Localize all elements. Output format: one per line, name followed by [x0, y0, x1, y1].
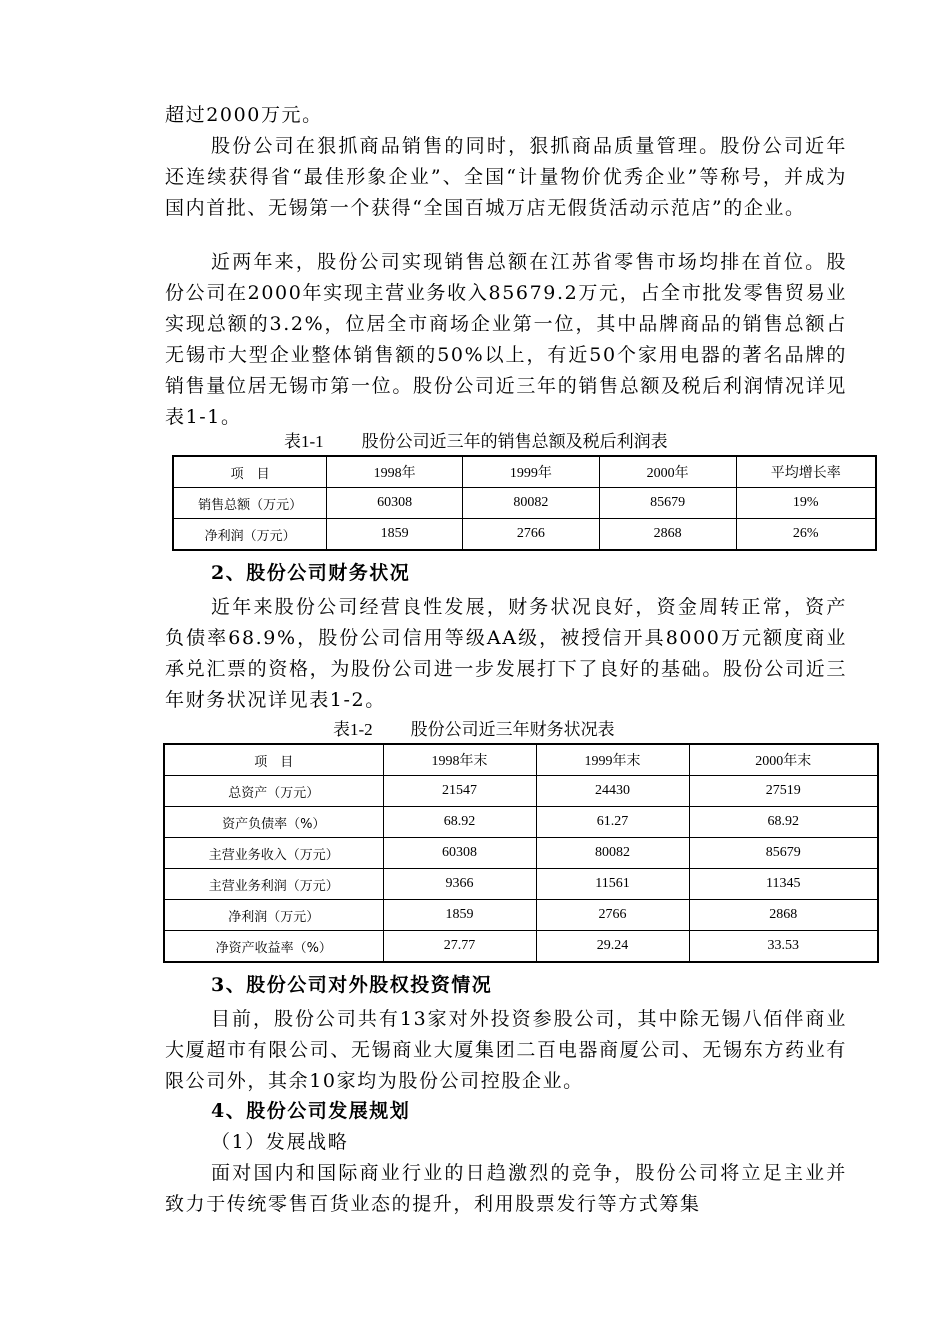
table2-cell: 29.24 — [536, 931, 689, 963]
table2-caption — [333, 718, 615, 742]
table2-cell: 61.27 — [536, 807, 689, 838]
table1-header-cell: 1998年 — [327, 456, 463, 488]
table1-cell: 1859 — [327, 519, 463, 551]
table2-number: 表1-2 — [333, 720, 373, 739]
table2-cell: 净资产收益率（%） — [164, 931, 383, 963]
table1-number: 表1-1 — [284, 432, 324, 451]
table1-row — [173, 488, 876, 519]
subsection-strategy: （1）发展战略 — [211, 1131, 349, 1153]
paragraph-finance: 近年来股份公司经营良性发展，财务状况良好，资金周转正常，资产负债率68.9%，股份公司信用等级AA级，被授信开具8000万元额度商业承兑汇票的资格，为股份公司进一步发展打下了良好的基础。股份公司近三年财务状况详见表1-2。 — [165, 596, 847, 711]
table2-cell: 9366 — [383, 869, 536, 900]
table2-cell: 85679 — [689, 838, 878, 869]
table2-cell: 1859 — [383, 900, 536, 931]
table2-cell: 11561 — [536, 869, 689, 900]
table2-row — [164, 776, 878, 807]
paragraph-sales: 近两年来，股份公司实现销售总额在江苏省零售市场均排在首位。股份公司在2000年实现主营业务收入85679.2万元，占全市批发零售贸易业实现总额的3.2%，位居全市商场企业第一位，其中品牌商品的销售总额占无锡市大型企业整体销售额的50%以上，有近50个家用电器的著名品牌的销售量位居无锡市第一位。股份公司近三年的销售总额及税后利润情况详见表1-1。 — [165, 251, 847, 428]
table1-cell: 2868 — [599, 519, 736, 551]
table2-row — [164, 869, 878, 900]
table1-cell: 80082 — [462, 488, 599, 519]
table2-row — [164, 900, 878, 931]
table2-header-cell: 项 目 — [164, 744, 383, 776]
table1-row — [173, 519, 876, 551]
table2-cell: 27.77 — [383, 931, 536, 963]
table2-cell: 2868 — [689, 900, 878, 931]
table2-cell: 11345 — [689, 869, 878, 900]
table1-cell: 60308 — [327, 488, 463, 519]
table1-header-cell: 项 目 — [173, 456, 327, 488]
paragraph-investment: 目前，股份公司共有13家对外投资参股公司，其中除无锡八佰伴商业大厦超市有限公司、无锡商业大厦集团二百电器商厦公司、无锡东方药业有限公司外，其余10家均为股份公司控股企业。 — [165, 1008, 847, 1092]
table1-cell: 26% — [736, 519, 876, 551]
table2-cell: 27519 — [689, 776, 878, 807]
section-heading-finance: 2、股份公司财务状况 — [211, 562, 411, 584]
table1-cell: 净利润（万元） — [173, 519, 327, 551]
table2-row — [164, 838, 878, 869]
table1-header-cell: 1999年 — [462, 456, 599, 488]
table1 — [172, 455, 877, 551]
table2-cell: 总资产（万元） — [164, 776, 383, 807]
table1-title: 股份公司近三年的销售总额及税后利润表 — [361, 432, 668, 452]
section-heading-plan: 4、股份公司发展规划 — [211, 1100, 411, 1122]
table2-cell: 80082 — [536, 838, 689, 869]
table1-caption — [284, 430, 668, 454]
paragraph-continued: 超过2000万元。 — [165, 104, 323, 126]
paragraph-quality: 股份公司在狠抓商品销售的同时，狠抓商品质量管理。股份公司近年还连续获得省“最佳形象企业”、全国“计量物价优秀企业”等称号，并成为国内首批、无锡第一个获得“全国百城万店无假货活动示范店”的企业。 — [165, 135, 847, 219]
paragraph-strategy: 面对国内和国际商业行业的日趋激烈的竞争，股份公司将立足主业并致力于传统零售百货业态的提升，利用股票发行等方式筹集 — [165, 1162, 847, 1215]
table2-cell: 33.53 — [689, 931, 878, 963]
table2-cell: 21547 — [383, 776, 536, 807]
table2-cell: 68.92 — [689, 807, 878, 838]
table1-header-row — [173, 456, 876, 488]
table2-row — [164, 807, 878, 838]
table1-cell: 销售总额（万元） — [173, 488, 327, 519]
table2-cell: 主营业务收入（万元） — [164, 838, 383, 869]
table2-header-cell: 1999年末 — [536, 744, 689, 776]
table2-cell: 24430 — [536, 776, 689, 807]
table1-cell: 85679 — [599, 488, 736, 519]
table2-title: 股份公司近三年财务状况表 — [410, 720, 615, 740]
table2-cell: 主营业务利润（万元） — [164, 869, 383, 900]
table2-cell: 净利润（万元） — [164, 900, 383, 931]
table1-cell: 19% — [736, 488, 876, 519]
table1-cell: 2766 — [462, 519, 599, 551]
table2-cell: 2766 — [536, 900, 689, 931]
table2-cell: 资产负债率（%） — [164, 807, 383, 838]
table2-cell: 60308 — [383, 838, 536, 869]
table1-header-cell: 平均增长率 — [736, 456, 876, 488]
table2-header-cell: 2000年末 — [689, 744, 878, 776]
table2 — [163, 743, 879, 963]
table2-cell: 68.92 — [383, 807, 536, 838]
table2-row — [164, 931, 878, 963]
table1-header-cell: 2000年 — [599, 456, 736, 488]
section-heading-investment: 3、股份公司对外股权投资情况 — [211, 974, 493, 996]
table2-header-row — [164, 744, 878, 776]
table2-header-cell: 1998年末 — [383, 744, 536, 776]
